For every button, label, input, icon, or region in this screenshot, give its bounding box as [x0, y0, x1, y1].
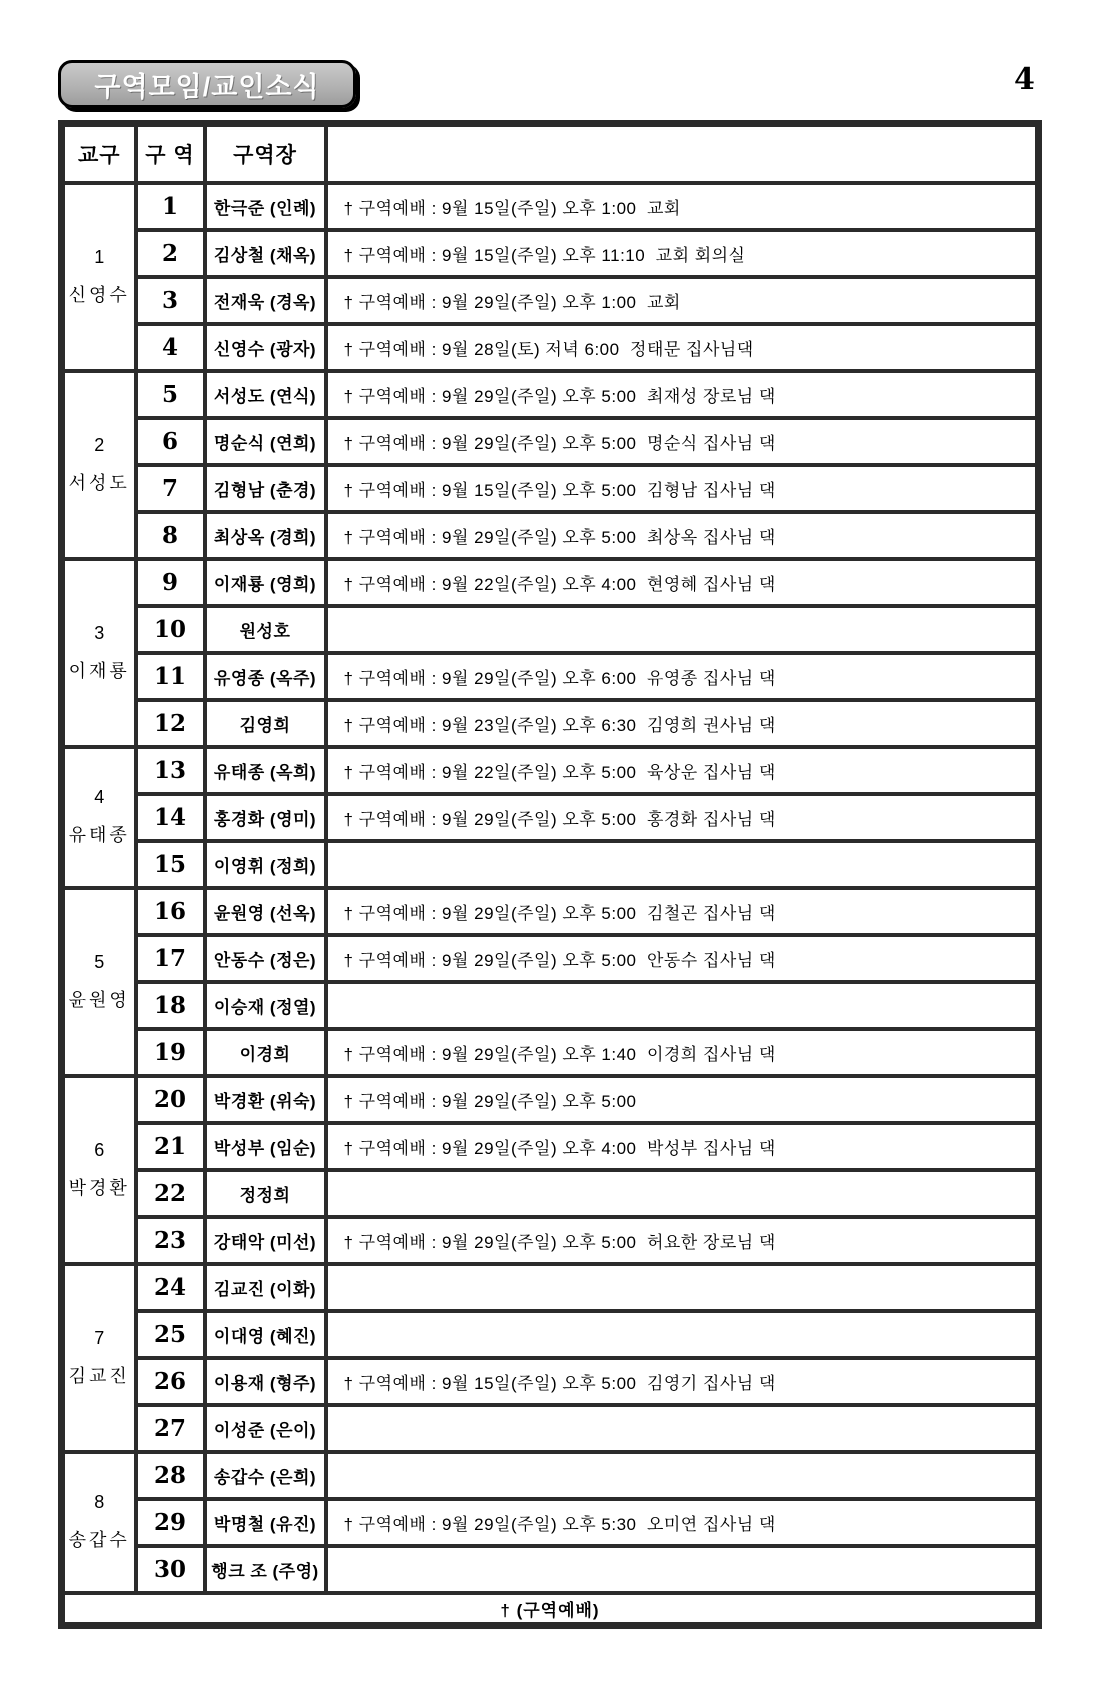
district-number-cell: 28: [136, 1452, 205, 1499]
district-number-cell: 5: [136, 371, 205, 418]
table-row: [62, 418, 1039, 465]
district-leader-cell: 김교진 (이화): [205, 1264, 326, 1311]
parish-number: 7: [94, 1327, 105, 1348]
parish-cell: [62, 1076, 136, 1264]
district-number-cell: 23: [136, 1217, 205, 1264]
district-leader-cell: 이영휘 (정희): [205, 841, 326, 888]
table-header: [62, 124, 1039, 183]
table-row: [62, 606, 1039, 653]
header-info: 구역 모임 안내: [326, 124, 1039, 183]
meeting-info-cell: [326, 606, 1039, 653]
parish-cell: [62, 183, 136, 371]
table-row: [62, 1358, 1039, 1405]
district-leader-cell: 김상철 (채옥): [205, 230, 326, 277]
meeting-info-cell: [326, 1264, 1039, 1311]
meeting-info-cell: † 구역예배 : 9월 15일(주일) 오후 5:00 김영기 집사님 댁: [326, 1358, 1039, 1405]
parish-cell: [62, 371, 136, 559]
meeting-info-cell: [326, 841, 1039, 888]
district-number-cell: 11: [136, 653, 205, 700]
meeting-info-cell: † 구역예배 : 9월 22일(주일) 오후 5:00 육상운 집사님 댁: [326, 747, 1039, 794]
district-number-cell: 14: [136, 794, 205, 841]
section-title: 구역모임/교인소식: [94, 71, 320, 102]
district-number-cell: 7: [136, 465, 205, 512]
district-leader-cell: 최상옥 (경희): [205, 512, 326, 559]
table-row: [62, 512, 1039, 559]
district-leader-cell: 유영종 (옥주): [205, 653, 326, 700]
district-number-cell: 17: [136, 935, 205, 982]
parish-cell: [62, 559, 136, 747]
meeting-info-cell: [326, 1452, 1039, 1499]
table-body: [62, 183, 1039, 1593]
header-leader: 구역장: [205, 124, 326, 183]
table-row: [62, 371, 1039, 418]
meeting-info-cell: [326, 982, 1039, 1029]
section-title-box: [58, 60, 356, 108]
meeting-info-cell: † 구역예배 : 9월 15일(주일) 오후 11:10 교회 회의실: [326, 230, 1039, 277]
meeting-info-cell: † 구역예배 : 9월 29일(주일) 오후 6:00 유영종 집사님 댁: [326, 653, 1039, 700]
table-row: [62, 230, 1039, 277]
meeting-info-cell: † 구역예배 : 9월 15일(주일) 오후 1:00 교회: [326, 183, 1039, 230]
district-leader-cell: 유태종 (옥희): [205, 747, 326, 794]
table-row: [62, 1217, 1039, 1264]
district-leader-cell: 신영수 (광자): [205, 324, 326, 371]
district-number-cell: 16: [136, 888, 205, 935]
table-row: [62, 1499, 1039, 1546]
table-row: [62, 935, 1039, 982]
meeting-info-cell: † 구역예배 : 9월 29일(주일) 오후 5:00: [326, 1076, 1039, 1123]
district-leader-cell: 이대영 (혜진): [205, 1311, 326, 1358]
page-number: 4: [1014, 62, 1035, 97]
district-leader-cell: 윤원영 (선옥): [205, 888, 326, 935]
table-row: [62, 1029, 1039, 1076]
district-number-cell: 25: [136, 1311, 205, 1358]
district-number-cell: 24: [136, 1264, 205, 1311]
parish-number: 4: [94, 787, 105, 808]
district-number-cell: 21: [136, 1123, 205, 1170]
table-footer: [62, 1593, 1039, 1626]
footer-legend: † (구역예배): [62, 1593, 1039, 1626]
table-row: [62, 183, 1039, 230]
table-row: [62, 888, 1039, 935]
district-number-cell: 4: [136, 324, 205, 371]
district-number-cell: 6: [136, 418, 205, 465]
district-leader-cell: 이성준 (은이): [205, 1405, 326, 1452]
district-leader-cell: 정정희: [205, 1170, 326, 1217]
meeting-info-cell: † 구역예배 : 9월 29일(주일) 오후 5:00 명순식 집사님 댁: [326, 418, 1039, 465]
parish-name: 송갑수: [68, 1530, 130, 1550]
table-row: [62, 324, 1039, 371]
district-leader-cell: 행크 조 (주영): [205, 1546, 326, 1593]
parish-cell: [62, 747, 136, 888]
district-leader-cell: 이경희: [205, 1029, 326, 1076]
parish-name: 박경환: [68, 1177, 130, 1198]
parish-name: 김교진: [68, 1365, 130, 1386]
district-number-cell: 29: [136, 1499, 205, 1546]
district-number-cell: 9: [136, 559, 205, 606]
district-leader-cell: 김영희: [205, 700, 326, 747]
district-leader-cell: 안동수 (정은): [205, 935, 326, 982]
table-row: [62, 1546, 1039, 1593]
meeting-info-cell: † 구역예배 : 9월 29일(주일) 오후 5:00 허요한 장로님 댁: [326, 1217, 1039, 1264]
district-number-cell: 30: [136, 1546, 205, 1593]
district-leader-cell: 김형남 (춘경): [205, 465, 326, 512]
district-number-cell: 19: [136, 1029, 205, 1076]
table-row: [62, 841, 1039, 888]
district-number-cell: 27: [136, 1405, 205, 1452]
meeting-info-cell: † 구역예배 : 9월 29일(주일) 오후 5:00 최재성 장로님 댁: [326, 371, 1039, 418]
district-leader-cell: 이재룡 (영희): [205, 559, 326, 606]
table-row: [62, 700, 1039, 747]
meeting-info-cell: [326, 1170, 1039, 1217]
district-leader-cell: 홍경화 (영미): [205, 794, 326, 841]
table-row: [62, 465, 1039, 512]
parish-cell: [62, 1452, 136, 1593]
district-leader-cell: 박경환 (위숙): [205, 1076, 326, 1123]
district-leader-cell: 서성도 (연식): [205, 371, 326, 418]
table-row: [62, 1264, 1039, 1311]
meeting-info-cell: † 구역예배 : 9월 29일(주일) 오후 5:00 안동수 집사님 댁: [326, 935, 1039, 982]
district-number-cell: 12: [136, 700, 205, 747]
meeting-info-cell: [326, 1546, 1039, 1593]
district-number-cell: 2: [136, 230, 205, 277]
meeting-info-cell: † 구역예배 : 9월 28일(토) 저녁 6:00 정태문 집사님댁: [326, 324, 1039, 371]
district-number-cell: 8: [136, 512, 205, 559]
district-number-cell: 10: [136, 606, 205, 653]
header-district: 구 역: [136, 124, 205, 183]
parish-number: 8: [94, 1492, 105, 1513]
district-number-cell: 26: [136, 1358, 205, 1405]
district-leader-cell: 강태악 (미선): [205, 1217, 326, 1264]
parish-name: 유태종: [68, 825, 130, 845]
meeting-info-cell: † 구역예배 : 9월 29일(주일) 오후 4:00 박성부 집사님 댁: [326, 1123, 1039, 1170]
parish-number: 5: [94, 951, 105, 972]
parish-name: 서성도: [68, 472, 130, 493]
district-leader-cell: 한극준 (인례): [205, 183, 326, 230]
parish-number: 3: [94, 622, 105, 643]
table-row: [62, 1452, 1039, 1499]
district-leader-cell: 명순식 (연희): [205, 418, 326, 465]
parish-name: 이재룡: [68, 660, 130, 681]
meeting-info-cell: † 구역예배 : 9월 29일(주일) 오후 5:00 김철곤 집사님 댁: [326, 888, 1039, 935]
table-row: [62, 1170, 1039, 1217]
table-row: [62, 1311, 1039, 1358]
district-number-cell: 18: [136, 982, 205, 1029]
table-row: [62, 747, 1039, 794]
meeting-info-cell: † 구역예배 : 9월 15일(주일) 오후 5:00 김형남 집사님 댁: [326, 465, 1039, 512]
table-row: [62, 653, 1039, 700]
district-number-cell: 22: [136, 1170, 205, 1217]
header-parish: 교구: [62, 124, 136, 183]
district-leader-cell: 전재욱 (경옥): [205, 277, 326, 324]
district-leader-cell: 박명철 (유진): [205, 1499, 326, 1546]
district-leader-cell: 이용재 (형주): [205, 1358, 326, 1405]
table-row: [62, 1076, 1039, 1123]
district-number-cell: 1: [136, 183, 205, 230]
parish-cell: [62, 888, 136, 1076]
parish-number: 2: [94, 434, 105, 455]
meeting-info-cell: † 구역예배 : 9월 22일(주일) 오후 4:00 현영혜 집사님 댁: [326, 559, 1039, 606]
table-row: [62, 559, 1039, 606]
district-table: [58, 120, 1042, 1629]
header-row: [62, 124, 1039, 183]
district-number-cell: 3: [136, 277, 205, 324]
meeting-info-cell: † 구역예배 : 9월 29일(주일) 오후 1:00 교회: [326, 277, 1039, 324]
district-leader-cell: 박성부 (임순): [205, 1123, 326, 1170]
footer-row: [62, 1593, 1039, 1626]
table-row: [62, 277, 1039, 324]
district-number-cell: 20: [136, 1076, 205, 1123]
meeting-info-cell: † 구역예배 : 9월 29일(주일) 오후 5:00 최상옥 집사님 댁: [326, 512, 1039, 559]
table-row: [62, 794, 1039, 841]
meeting-info-cell: † 구역예배 : 9월 29일(주일) 오후 5:30 오미연 집사님 댁: [326, 1499, 1039, 1546]
meeting-info-cell: † 구역예배 : 9월 23일(주일) 오후 6:30 김영희 권사님 댁: [326, 700, 1039, 747]
district-number-cell: 13: [136, 747, 205, 794]
table-row: [62, 982, 1039, 1029]
meeting-info-cell: † 구역예배 : 9월 29일(주일) 오후 5:00 홍경화 집사님 댁: [326, 794, 1039, 841]
parish-number: 6: [94, 1139, 105, 1160]
district-number-cell: 15: [136, 841, 205, 888]
district-leader-cell: 송갑수 (은희): [205, 1452, 326, 1499]
meeting-info-cell: [326, 1405, 1039, 1452]
parish-name: 윤원영: [68, 989, 130, 1010]
parish-name: 신영수: [68, 284, 130, 305]
district-leader-cell: 원성호: [205, 606, 326, 653]
meeting-info-cell: † 구역예배 : 9월 29일(주일) 오후 1:40 이경희 집사님 댁: [326, 1029, 1039, 1076]
parish-cell: [62, 1264, 136, 1452]
meeting-info-cell: [326, 1311, 1039, 1358]
parish-number: 1: [94, 246, 105, 267]
district-leader-cell: 이승재 (정열): [205, 982, 326, 1029]
table-row: [62, 1405, 1039, 1452]
table-row: [62, 1123, 1039, 1170]
